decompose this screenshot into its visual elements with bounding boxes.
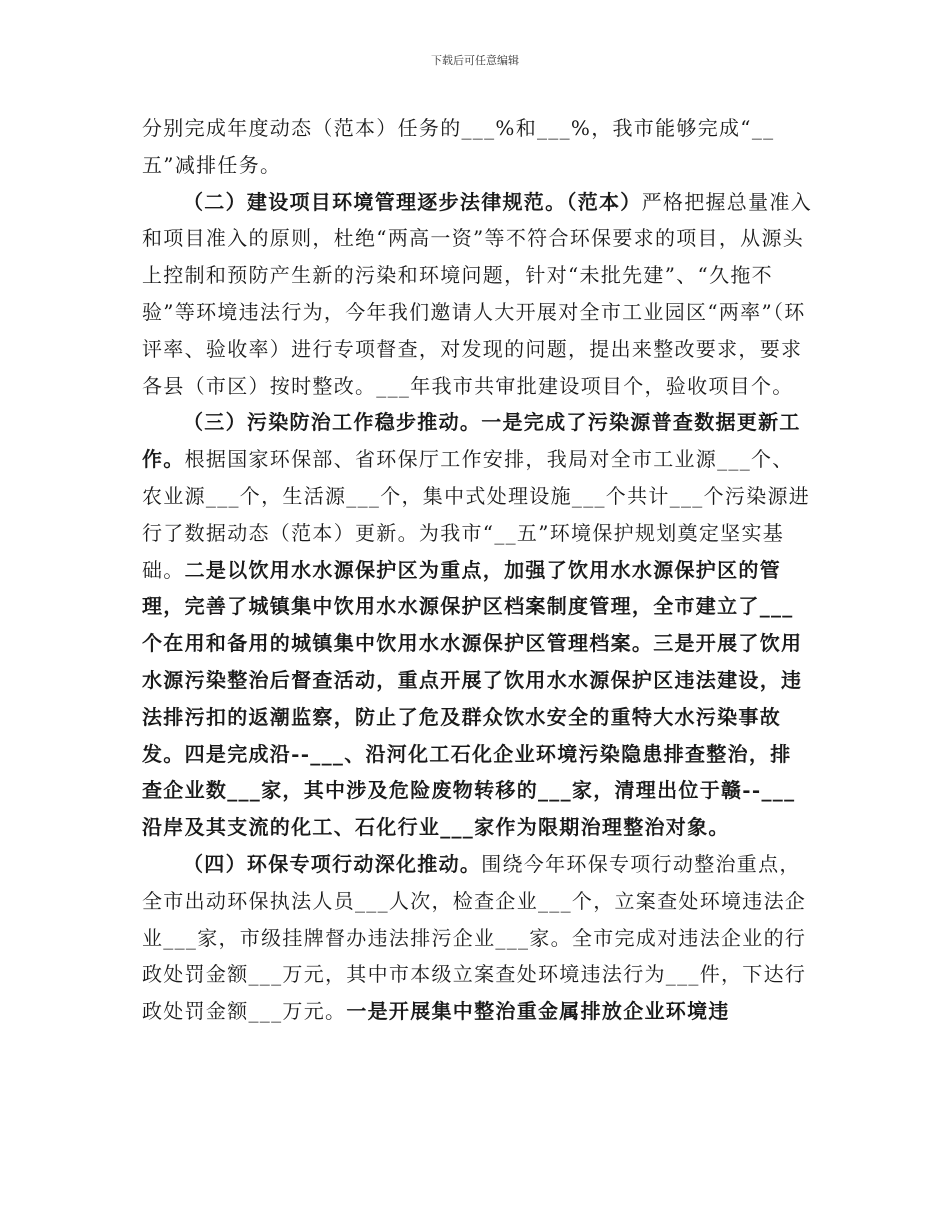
page-header: 下载后可任意编辑 [431,54,519,67]
document-body [142,110,812,1030]
section-heading: （三）污染防治工作稳步推动。一是完成了污染源普查数据更新工作。 [142,410,801,472]
paragraph-text: 根据国家环保部、省环保厅工作安排，我局对全市工业源___个、农业源___个，生活源___个，集中式处理设施___个共计___个污染源进行了数据动态（范本）更新。为我市“__五”环境保护规划奠定坚实基础。 [142,447,811,582]
paragraph-text: 严格把握总量准入和项目准入的原则，杜绝“两高一资”等不符合环保要求的项目，从源头上控制和预防产生新的污染和环境问题，针对“未批先建”、“久拖不验”等环境违法行为，今年我们邀请人大开展对全市工业园区“两率”（环评率、验收率）进行专项督查，对发现的问题，提出来整改要求，要求各县（市区）按时整改。___年我市共审批建设项目个，验收项目个。 [142,189,813,398]
section-heading: （四）环保专项行动深化推动。 [183,851,482,876]
paragraph-3 [142,404,812,846]
paragraph-1 [142,110,812,184]
section-heading: （二）建设项目环境管理逐步法律规范。（范本） [183,189,642,214]
paragraph-text: 围绕今年环保专项行动整治重点，全市出动环保执法人员___人次，检查企业___个，立案查处环境违法企业___家，市级挂牌督办违法排污企业___家。全市完成对违法企业的行政处罚金额___万元，其中市本级立案查处环境违法行为___件，下达行政处罚金额___万元。 [142,851,807,1024]
paragraph-4 [142,846,812,1030]
paragraph-text: 分别完成年度动态（范本）任务的___%和___%，我市能够完成“__五”减排任务。 [142,116,775,177]
paragraph-bold-text: 二是以饮用水水源保护区为重点，加强了饮用水水源保护区的管理，完善了城镇集中饮用水水源保护区档案制度管理，全市建立了___个在用和备用的城镇集中饮用水水源保护区管理档案。三是开展了饮用水源污染整治后督查活动，重点开展了饮用水水源保护区违法建设，违法排污扣的返潮监察，防止了危及群众饮水安全的重特大水污染事故发。四是完成沿--___、沿河化工石化企业环境污染隐患排查整治，排查企业数___家，其中涉及危险废物转移的___家，清理出位于赣--___沿岸及其支流的化工、石化行业___家作为限期治理整治对象。 [142,557,803,840]
paragraph-2 [142,184,812,405]
paragraph-bold-text: 一是开展集中整治重金属排放企业环境违 [346,999,730,1024]
